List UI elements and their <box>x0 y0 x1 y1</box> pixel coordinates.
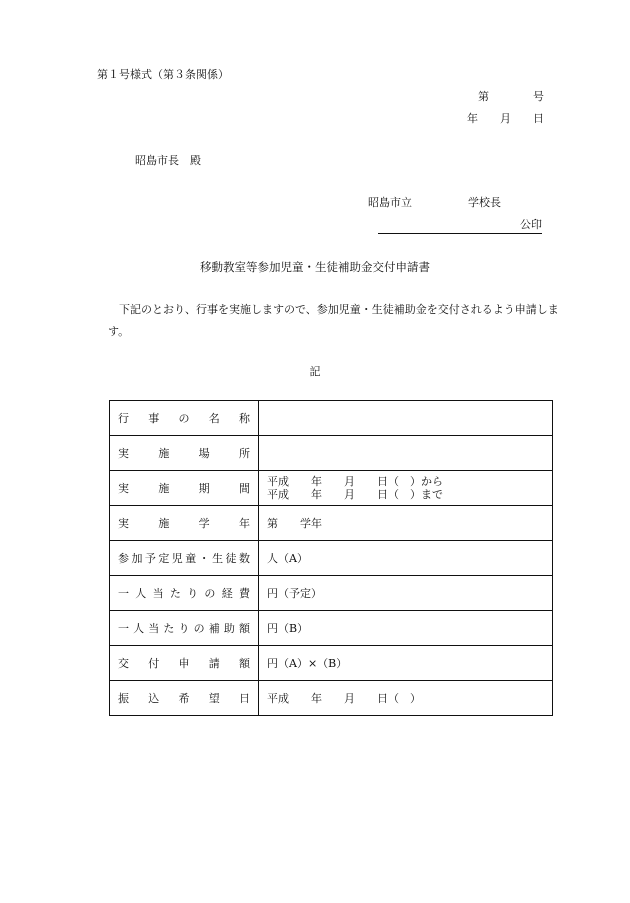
row-label: 行事の名称 <box>110 401 259 436</box>
cost-per-person-field[interactable]: 円（予定） <box>259 576 553 611</box>
form-number: 第１号様式（第３条関係） <box>97 68 229 81</box>
grade-field[interactable]: 第 学年 <box>259 506 553 541</box>
period-from: 平成 年 月 日（ ）から <box>267 475 443 488</box>
transfer-date-field[interactable]: 平成 年 月 日（ ） <box>259 681 553 716</box>
table-row <box>110 576 553 611</box>
application-table <box>109 400 553 716</box>
seal-line <box>378 216 542 234</box>
addressee: 昭島市長 殿 <box>135 154 201 167</box>
seal-label: 公印 <box>520 218 542 231</box>
table-row <box>110 646 553 681</box>
school-prefix: 昭島市立 <box>368 196 412 209</box>
table-row <box>110 506 553 541</box>
row-label: 一人当たりの補助額 <box>110 611 259 646</box>
row-label: 実施学年 <box>110 506 259 541</box>
row-label: 振込希望日 <box>110 681 259 716</box>
date-line: 年 月 日 <box>467 112 544 125</box>
table-row <box>110 541 553 576</box>
table-row <box>110 471 553 506</box>
period-field[interactable] <box>259 471 553 506</box>
row-label: 一人当たりの経費 <box>110 576 259 611</box>
period-to: 平成 年 月 日（ ）まで <box>267 488 443 501</box>
event-name-field[interactable] <box>259 401 553 436</box>
subsidy-per-person-field[interactable]: 円（B） <box>259 611 553 646</box>
document-title: 移動教室等参加児童・生徒補助金交付申請書 <box>200 260 430 274</box>
table-row <box>110 401 553 436</box>
ki-heading: 記 <box>309 365 321 378</box>
sender-school <box>368 194 501 210</box>
row-label: 参加予定児童・生徒数 <box>110 541 259 576</box>
body-text: 下記のとおり、行事を実施しますので、参加児童・生徒補助金を交付されるよう申請します。 <box>108 303 559 338</box>
participants-field[interactable]: 人（A） <box>259 541 553 576</box>
table-row <box>110 611 553 646</box>
school-suffix: 学校長 <box>468 196 501 209</box>
row-label: 交付申請額 <box>110 646 259 681</box>
venue-field[interactable] <box>259 436 553 471</box>
row-label: 実施場所 <box>110 436 259 471</box>
table-row <box>110 681 553 716</box>
document-number-line: 第 号 <box>478 90 544 103</box>
requested-amount-field[interactable]: 円（A）×（B） <box>259 646 553 681</box>
row-label: 実施期間 <box>110 471 259 506</box>
table-row <box>110 436 553 471</box>
